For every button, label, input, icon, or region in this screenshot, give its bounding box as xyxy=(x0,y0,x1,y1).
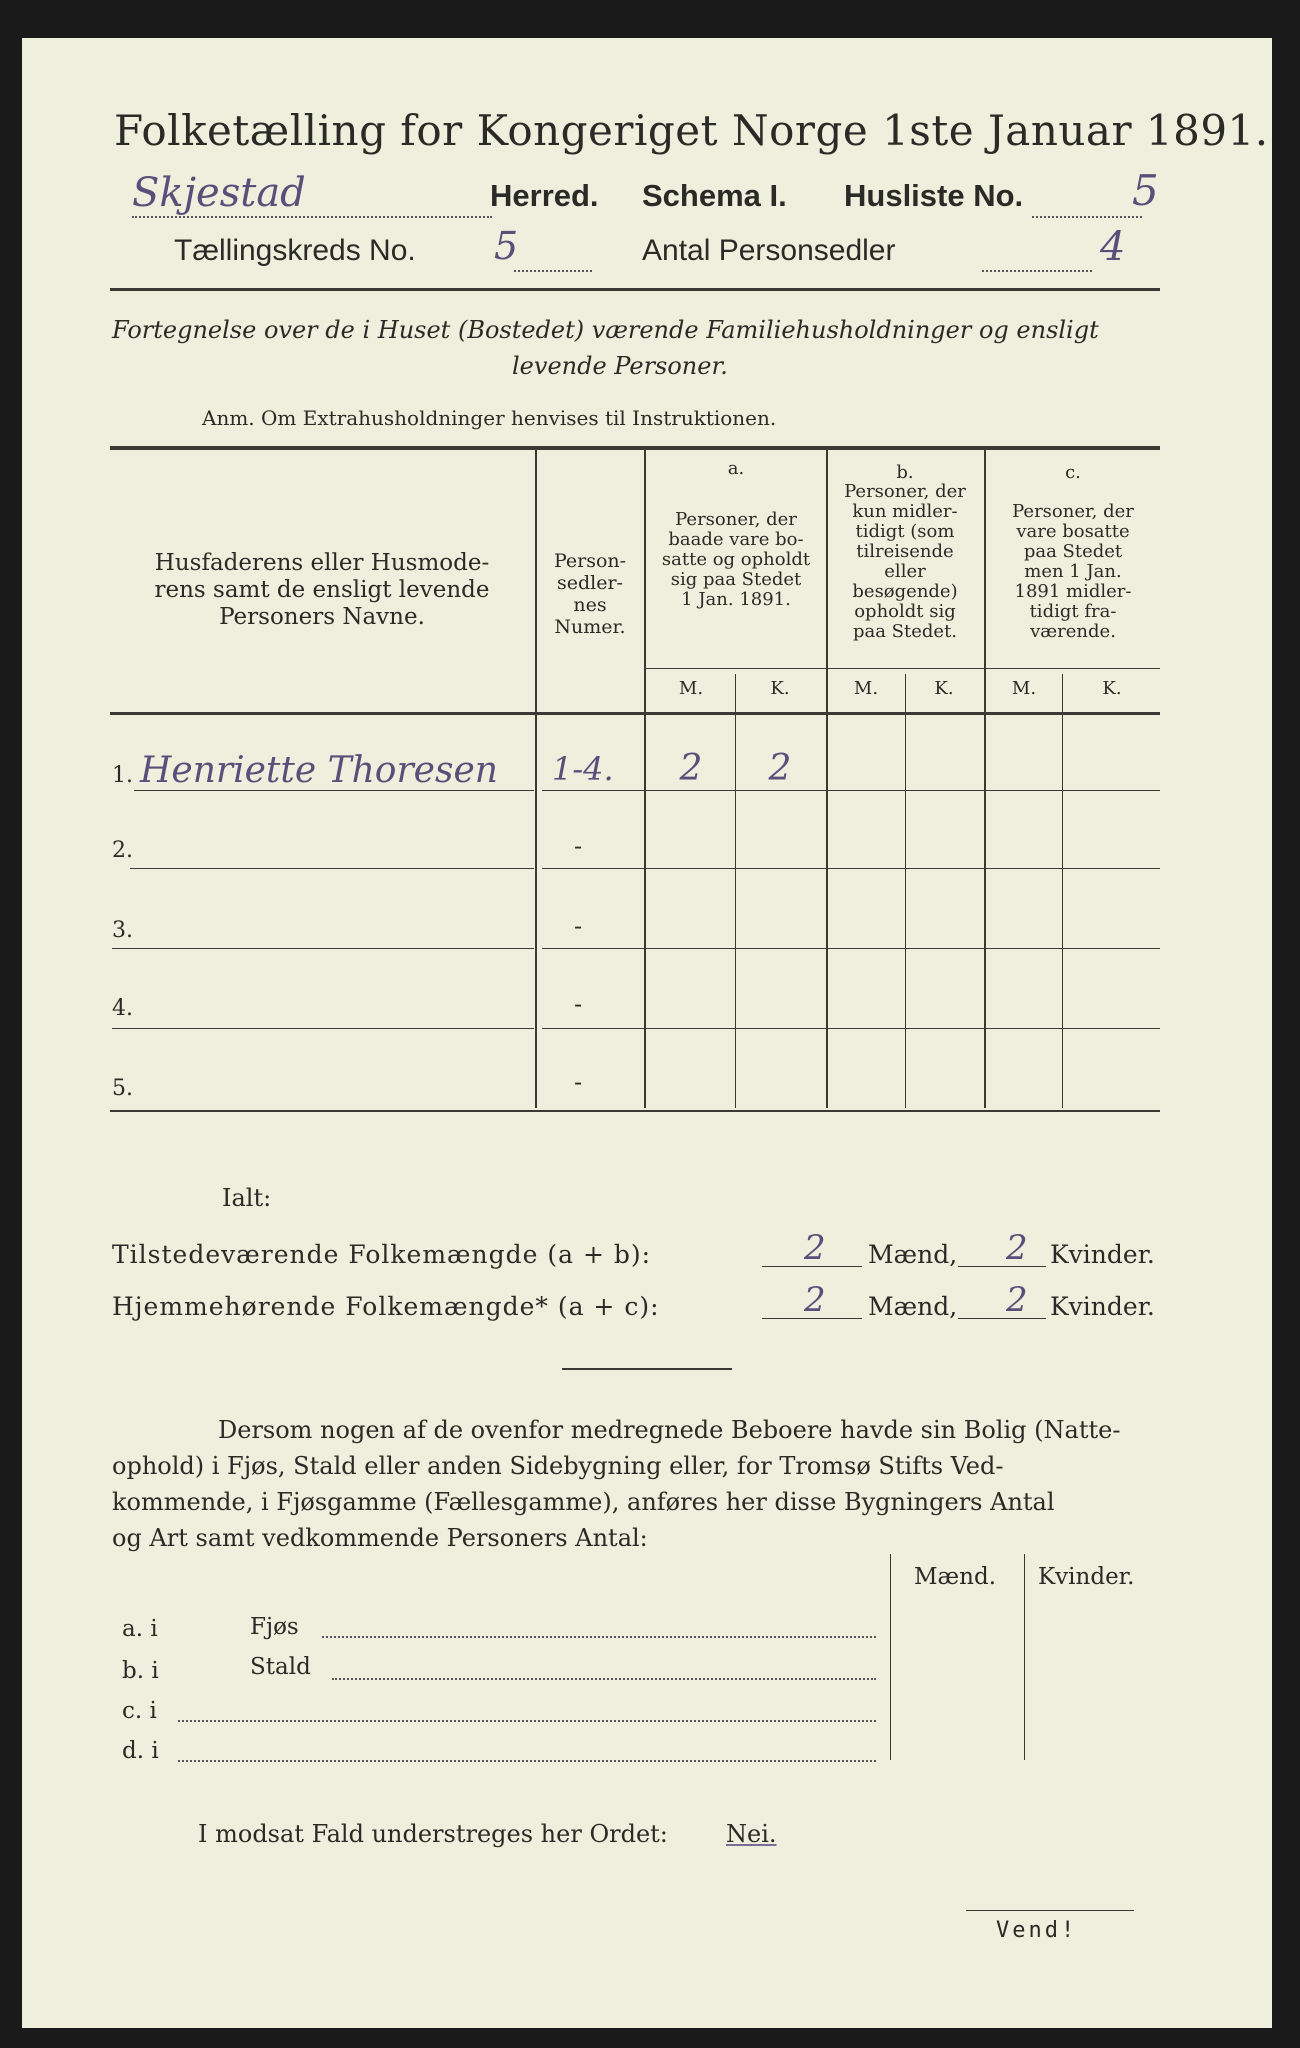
col-c-m: M. xyxy=(1011,678,1037,699)
col-c-letter: c. xyxy=(1065,462,1081,483)
buildings-para-2: ophold) i Fjøs, Stald eller anden Sidebygning eller, for Tromsø Stifts Ved- xyxy=(112,1452,1004,1480)
kreds-label: Tællingskreds No. xyxy=(174,234,416,267)
col-b-letter: b. xyxy=(896,462,914,483)
hjem-kvinder-label: Kvinder. xyxy=(1050,1292,1155,1321)
col-a-k: K. xyxy=(770,678,790,699)
hjem-maend-label: Mænd, xyxy=(868,1292,958,1321)
vend-label: Vend! xyxy=(996,1918,1078,1943)
schema-label: Schema I. xyxy=(642,178,787,213)
col-c-header: Personer, der vare bosatte paa Stedet men 1 Jan. 1891 midler- tidigt fra- værende. xyxy=(1012,501,1134,642)
anm-note: Anm. Om Extrahusholdninger henvises til Instruktionen. xyxy=(202,406,777,430)
col-num-header: Person- sedler- nes Numer. xyxy=(553,550,627,638)
modsat-text: I modsat Fald understreges her Ordet: xyxy=(198,1820,668,1848)
antal-label: Antal Personsedler xyxy=(642,234,896,267)
buildings-para-3: kommende, i Fjøsgamme (Fællesgamme), anføres her disse Bygningers Antal xyxy=(112,1488,1055,1516)
hjem-kvinder-value: 2 xyxy=(1006,1280,1028,1320)
antal-value: 4 xyxy=(1100,224,1126,270)
hjem-maend-value: 2 xyxy=(804,1280,826,1320)
nei-word: Nei. xyxy=(726,1820,777,1848)
col-a-m: M. xyxy=(678,678,704,699)
herred-label: Herred. xyxy=(490,178,599,213)
tilst-kvinder-value: 2 xyxy=(1006,1228,1028,1268)
ialt-label: Ialt: xyxy=(222,1184,272,1212)
intro-line1: Fortegnelse over de i Huset (Bostedet) værende Familiehusholdninger og ensligt xyxy=(112,316,1099,344)
buildings-maend-head: Mænd. xyxy=(914,1564,997,1590)
census-form-sheet: Folketælling for Kongeriget Norge 1ste Januar 1891. Skjestad Herred. Schema I. Husliste No. 5 Tællingskreds No. 5 Antal Personsedler 4 Fortegnelse over de i Huset (Bostedet) værende Familiehusholdninger og ensligt levende Personer. Anm. Om Extrahusholdninger henvises til Instruktionen. Husfaderens eller Husmode- rens samt de ensligt levende Personers Navne. Person- sedler- nes Numer. a. Personer, der baade vare bo- satte og opholdt sig paa Stedet 1 Jan. 1891. b. Personer, der kun midler- tidigt (som tilreisende eller besøgende) opholdt sig paa Stedet. c. Personer, der vare bosatte paa Stedet men 1 Jan. 1891 midler- tidigt fra- værende. M. K. M. K. M. K. 1. Henriette Thoresen 1-4. 2 2 2. - 3. - 4. - 5. - Ialt: Tilstedeværende Folkemængde (a + b): 2 Mænd, 2 Kvinder. Hjemmehørende Folkemængde* (a + c): 2 Mænd, 2 Kvinder. Dersom nogen af de ovenfor medregnede Beboere havde sin Bolig (Natte- ophold) i Fjøs, Stald eller anden Sidebygning eller, for Tromsø Stifts Ved- kommende, i Fjøsgamme (Fællesgamme), anføres her disse Bygningers Antal og Art samt vedkommende Personers Antal: Mænd. Kvinder. a. i Fjøs b. i Stald c. i d. i I modsat Fald understreges her Ordet: Nei. Vend! xyxy=(22,38,1272,2028)
buildings-para-1: Dersom nogen af de ovenfor medregnede Beboere havde sin Bolig (Natte- xyxy=(218,1416,1121,1444)
hjem-label: Hjemmehørende Folkemængde* (a + c): xyxy=(112,1292,660,1321)
buildings-kvinder-head: Kvinder. xyxy=(1038,1564,1135,1590)
tilst-maend-value: 2 xyxy=(804,1228,826,1268)
tilst-maend-label: Mænd, xyxy=(868,1240,958,1269)
col-b-k: K. xyxy=(934,678,954,699)
col-b-header: Personer, der kun midler- tidigt (som tilreisende eller besøgende) opholdt sig paa Stedet. xyxy=(844,481,966,642)
col-a-letter: a. xyxy=(727,458,745,479)
form-title: Folketælling for Kongeriget Norge 1ste Januar 1891. xyxy=(114,106,1269,155)
col-name-header: Husfaderens eller Husmode- rens samt de ensligt levende Personers Navne. xyxy=(154,550,490,630)
intro-line2: levende Personer. xyxy=(512,352,728,380)
kreds-value: 5 xyxy=(494,224,519,268)
tilst-label: Tilstedeværende Folkemængde (a + b): xyxy=(112,1240,652,1269)
col-a-header: Personer, der baade vare bo- satte og opholdt sig paa Stedet 1 Jan. 1891. xyxy=(661,509,811,610)
husliste-value: 5 xyxy=(1132,166,1159,215)
tilst-kvinder-label: Kvinder. xyxy=(1050,1240,1155,1269)
husliste-label: Husliste No. xyxy=(844,178,1024,213)
buildings-para-4: og Art samt vedkommende Personers Antal: xyxy=(112,1524,648,1552)
col-c-k: K. xyxy=(1102,678,1122,699)
herred-value: Skjestad xyxy=(132,170,306,216)
col-b-m: M. xyxy=(853,678,879,699)
